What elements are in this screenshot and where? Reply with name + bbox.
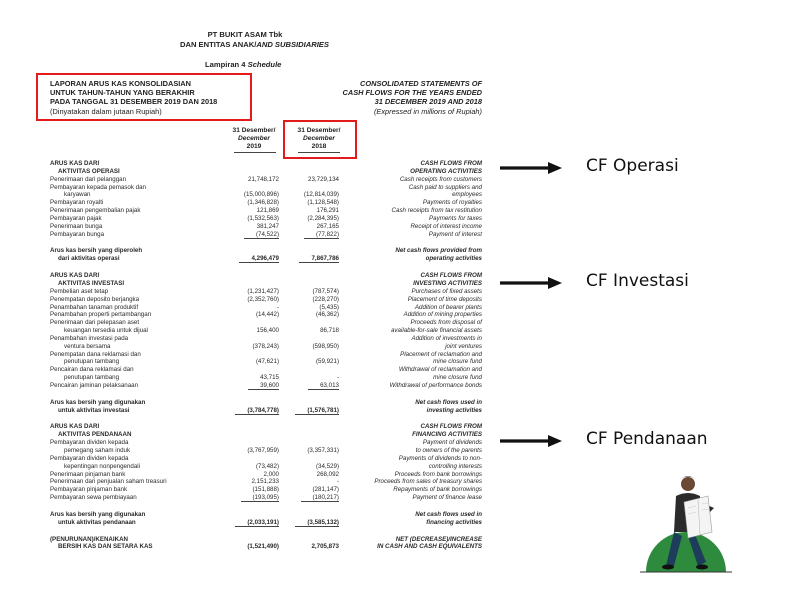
table-row: [50, 288, 482, 296]
table-cell: (1,521,490): [247, 543, 279, 551]
table-cell: [279, 423, 339, 431]
table-cell: [222, 168, 279, 176]
table-cell: 267,165: [316, 222, 339, 230]
table-row: [50, 455, 482, 463]
table-cell: [222, 423, 279, 431]
table-row: [50, 255, 482, 263]
table-row: [50, 431, 482, 439]
table-cell: [279, 160, 339, 168]
table-row: [50, 511, 482, 519]
table-cell: 7,867,786: [279, 255, 339, 263]
table-cell: 268,092: [316, 470, 339, 478]
table-cell: [279, 247, 339, 255]
table-cell: [50, 390, 222, 399]
highlight-box-2018: [283, 120, 357, 159]
table-cell: BERSIH KAS DAN SETARA KAS: [58, 543, 153, 551]
table-cell: Penerimaan dari pelanggan: [50, 175, 127, 183]
table-cell: investing activities: [426, 406, 482, 414]
table-cell: [222, 511, 279, 519]
table-cell: Net cash flows used in: [415, 398, 482, 406]
table-cell: Penerimaan pinjaman bank: [50, 470, 126, 478]
table-cell: (73,482): [255, 462, 279, 470]
table-cell: 86,718: [320, 327, 339, 335]
table-cell: [279, 511, 339, 519]
table-cell: [279, 536, 339, 544]
schedule-label: Lampiran 4 Schedule: [205, 60, 282, 69]
table-cell: (1,576,781): [279, 407, 339, 415]
column-header-2019: 31 Desember/ December 2019: [232, 127, 276, 150]
table-cell: (193,095): [222, 494, 279, 502]
table-cell: [222, 335, 279, 343]
table-row: [50, 272, 482, 280]
table-cell: Penerimaan dari pelepasan aset: [50, 319, 140, 327]
table-cell: (1,346,828): [247, 199, 279, 207]
table-row: [50, 304, 482, 312]
table-cell: controlling interests: [428, 462, 482, 470]
table-cell: (2,352,760): [247, 295, 279, 303]
table-cell: FINANCING ACTIVITIES: [412, 431, 482, 439]
table-row: [50, 296, 482, 304]
table-spacer-row: [50, 390, 482, 399]
table-cell: Pembayaran dividen kepada: [50, 439, 129, 447]
label-cf-operasi: CF Operasi: [586, 156, 679, 176]
table-cell: CASH FLOWS FROM: [420, 272, 482, 280]
table-row: [50, 247, 482, 255]
table-cell: (74,522): [222, 231, 279, 239]
table-cell: Pembayaran dividen kepada: [50, 454, 129, 462]
table-cell: Cash receipts from tax restitution: [391, 207, 482, 215]
table-cell: [279, 439, 339, 447]
table-cell: [279, 272, 339, 280]
table-cell: [222, 399, 279, 407]
table-row: [50, 407, 482, 415]
table-cell: (3,767,959): [247, 447, 279, 454]
table-cell: to owners of the parents: [415, 447, 482, 454]
table-cell: (3,784,778): [222, 407, 279, 415]
table-cell: INVESTING ACTIVITIES: [413, 279, 482, 287]
table-cell: 2,151,233: [251, 478, 279, 486]
table-cell: (77,822): [279, 231, 339, 239]
table-row: [50, 199, 482, 207]
table-cell: [339, 414, 482, 423]
table-cell: Receipt of interest income: [410, 222, 482, 230]
table-cell: Penambahan properti pertambangan: [50, 311, 152, 319]
table-cell: 39,600: [222, 382, 279, 390]
table-cell: [222, 319, 279, 327]
table-cell: (59,921): [315, 358, 339, 366]
table-cell: Net cash flows used in: [415, 510, 482, 518]
table-cell: (46,362): [315, 311, 339, 319]
statement-title-id: LAPORAN ARUS KAS KONSOLIDASIAN UNTUK TAHUN-TAHUN YANG BERAKHIR PADA TANGGAL 31 DESEMBER 2019 DAN 2018 (Dinyatakan dalam jutaan Rupiah): [50, 79, 218, 116]
table-cell: [222, 390, 279, 399]
table-cell: [222, 247, 279, 255]
table-cell: 121,869: [256, 207, 279, 215]
table-cell: 63,013: [279, 382, 339, 390]
table-cell: operating activities: [425, 255, 482, 263]
table-cell: 176,291: [316, 207, 339, 215]
table-cell: (2,033,191): [222, 519, 279, 527]
table-row: [50, 231, 482, 239]
table-cell: Addition of mining properties: [403, 311, 482, 319]
table-cell: Penambahan tanaman produktif: [50, 303, 139, 311]
table-cell: Addition of investments in: [411, 334, 482, 342]
table-cell: (787,574): [312, 287, 339, 295]
table-cell: Pembayaran kepada pemasok dan: [50, 183, 146, 191]
table-cell: [279, 455, 339, 463]
table-cell: Arus kas bersih yang diperoleh: [50, 247, 143, 255]
table-cell: [50, 502, 222, 511]
table-cell: [222, 238, 279, 247]
table-cell: Pembelian aset tetap: [50, 287, 109, 295]
table-cell: kepentingan nonpengendali: [64, 462, 141, 470]
table-cell: 156,400: [256, 327, 279, 335]
table-cell: [222, 351, 279, 359]
table-cell: (1,532,563): [247, 214, 279, 222]
table-row: [50, 463, 482, 471]
table-cell: -: [276, 303, 279, 311]
table-cell: (14,442): [255, 311, 279, 319]
table-cell: Proceeds from sales of treasury shares: [374, 478, 482, 486]
table-cell: Cash receipts from customers: [399, 175, 482, 183]
table-cell: dari aktivitas operasi: [58, 255, 120, 263]
table-cell: Pembayaran pajak: [50, 214, 102, 222]
table-cell: ARUS KAS DARI: [50, 423, 100, 431]
table-row: [50, 519, 482, 527]
table-cell: (34,529): [315, 462, 339, 470]
table-row: [50, 160, 482, 168]
table-row: [50, 223, 482, 231]
table-row: [50, 280, 482, 288]
table-row: [50, 191, 482, 199]
table-cell: pemegang saham induk: [64, 447, 131, 454]
table-cell: Arus kas bersih yang digunakan: [50, 398, 146, 406]
table-cell: (1,128,548): [307, 199, 339, 207]
table-cell: penutupan tambang: [64, 374, 120, 382]
table-cell: [222, 431, 279, 439]
table-cell: AKTIVITAS OPERASI: [58, 167, 120, 175]
table-cell: (378,243): [252, 342, 279, 350]
table-row: [50, 536, 482, 544]
table-cell: [279, 414, 339, 423]
table-row: [50, 358, 482, 366]
table-cell: [279, 351, 339, 359]
table-row: [50, 471, 482, 479]
table-cell: keuangan tersedia untuk dijual: [64, 327, 148, 335]
table-cell: Payment of interest: [428, 230, 482, 238]
table-cell: [50, 527, 222, 536]
table-cell: Pencairan dana reklamasi dan: [50, 366, 134, 374]
highlight-box-title: [36, 73, 252, 121]
table-row: [50, 319, 482, 327]
table-cell: [279, 366, 339, 374]
table-row: [50, 184, 482, 192]
table-cell: Withdrawal of reclamation and: [398, 366, 482, 374]
table-cell: [279, 280, 339, 288]
table-cell: ventura bersama: [64, 342, 111, 350]
table-cell: (228,270): [312, 295, 339, 303]
table-cell: [222, 455, 279, 463]
table-cell: Pencairan jaminan pelaksanaan: [50, 381, 139, 389]
table-cell: -: [336, 478, 339, 486]
table-cell: [222, 280, 279, 288]
table-cell: (15,000,896): [243, 191, 279, 199]
table-spacer-row: [50, 238, 482, 247]
table-cell: [222, 366, 279, 374]
table-cell: untuk aktivitas investasi: [58, 406, 130, 414]
table-cell: Penerimaan pengembalian pajak: [50, 207, 141, 215]
table-cell: [50, 263, 222, 272]
table-cell: Pembayaran pinjaman bank: [50, 486, 128, 494]
table-cell: [339, 263, 482, 272]
table-cell: -: [336, 374, 339, 382]
table-cell: [222, 502, 279, 511]
table-cell: (5,435): [319, 303, 339, 311]
table-cell: [279, 527, 339, 536]
table-cell: Proceeds from bank borrowings: [394, 470, 482, 478]
table-cell: karyawan: [64, 191, 91, 199]
table-cell: (PENURUNAN)/KENAIKAN: [50, 535, 129, 543]
table-cell: 2,705,873: [311, 543, 339, 551]
table-cell: Payments of dividends to non-: [398, 454, 482, 462]
table-cell: [50, 238, 222, 247]
table-row: [50, 335, 482, 343]
table-cell: Purchases of fixed assets: [411, 287, 482, 295]
table-cell: available-for-sale financial assets: [390, 327, 482, 335]
table-cell: Pembayaran bunga: [50, 230, 105, 238]
table-cell: [279, 263, 339, 272]
table-cell: penutupan tambang: [64, 358, 120, 366]
person-reading-illustration: [636, 470, 736, 575]
table-row: [50, 382, 482, 390]
table-cell: Penerimaan bunga: [50, 222, 103, 230]
table-row: [50, 439, 482, 447]
table-cell: Penerimaan dari penjualan saham treasuri: [50, 478, 167, 486]
table-row: [50, 543, 482, 551]
table-cell: employees: [452, 191, 482, 199]
table-cell: [222, 414, 279, 423]
label-cf-investasi: CF Investasi: [586, 271, 689, 291]
table-cell: Arus kas bersih yang digunakan: [50, 510, 146, 518]
table-cell: financing activities: [426, 518, 482, 526]
table-cell: Payments of royalties: [422, 199, 482, 207]
table-cell: 2,000: [263, 470, 279, 478]
table-cell: (598,950): [312, 342, 339, 350]
table-cell: ARUS KAS DARI: [50, 272, 100, 280]
table-cell: [279, 238, 339, 247]
table-row: [50, 311, 482, 319]
table-cell: Addition of bearer plants: [414, 303, 482, 311]
table-cell: (12,814,039): [303, 191, 339, 199]
table-cell: (151,888): [252, 486, 279, 494]
table-cell: [222, 272, 279, 280]
table-cell: [222, 263, 279, 272]
table-cell: (47,621): [255, 358, 279, 366]
table-cell: [222, 184, 279, 192]
table-cell: [339, 502, 482, 511]
arrow-right-icon: [500, 161, 562, 175]
table-cell: joint ventures: [445, 342, 482, 350]
table-cell: (3,357,331): [307, 447, 339, 454]
table-cell: Payments for taxes: [429, 214, 482, 222]
table-spacer-row: [50, 527, 482, 536]
table-cell: 21,748,172: [248, 175, 279, 183]
table-cell: ARUS KAS DARI: [50, 160, 100, 167]
table-cell: Payment of dividends: [422, 439, 482, 447]
table-cell: Payment of finance lease: [412, 494, 482, 502]
table-row: [50, 207, 482, 215]
table-cell: [339, 527, 482, 536]
table-cell: Penambahan investasi pada: [50, 334, 129, 342]
table-cell: Repayments of bank borrowings: [393, 486, 482, 494]
company-header: [180, 30, 329, 50]
table-cell: [50, 414, 222, 423]
table-row: [50, 374, 482, 382]
table-cell: AKTIVITAS PENDANAAN: [58, 431, 132, 439]
table-cell: OPERATING ACTIVITIES: [410, 167, 482, 175]
table-cell: Cash paid to suppliers and: [408, 183, 482, 191]
table-cell: Net cash flows provided from: [395, 247, 482, 255]
table-row: [50, 494, 482, 502]
table-cell: Pembayaran sewa pembiayaan: [50, 494, 137, 502]
table-cell: IN CASH AND CASH EQUIVALENTS: [377, 543, 482, 551]
table-cell: 381,247: [256, 222, 279, 230]
statement-title-en: CONSOLIDATED STATEMENTS OF CASH FLOWS FOR THE YEARS ENDED 31 DECEMBER 2019 AND 2018 (Expressed in millions of Rupiah): [342, 79, 482, 116]
table-cell: (2,284,395): [307, 214, 339, 222]
table-row: [50, 351, 482, 359]
arrow-right-icon: [500, 276, 562, 290]
table-row: [50, 366, 482, 374]
table-cell: [279, 431, 339, 439]
table-cell: Placement of time deposits: [407, 295, 482, 303]
table-row: [50, 447, 482, 455]
table-row: [50, 478, 482, 486]
table-cell: [222, 527, 279, 536]
table-cell: [222, 439, 279, 447]
table-row: [50, 176, 482, 184]
table-cell: (180,217): [279, 494, 339, 502]
table-row: [50, 399, 482, 407]
company-subsidiaries: DAN ENTITAS ANAK/AND SUBSIDIARIES: [180, 40, 329, 49]
table-cell: CASH FLOWS FROM: [420, 160, 482, 167]
table-cell: NET (DECREASE)/INCREASE: [395, 535, 482, 543]
table-row: [50, 423, 482, 431]
table-cell: [222, 536, 279, 544]
company-name: PT BUKIT ASAM Tbk: [207, 30, 283, 39]
label-cf-pendanaan: CF Pendanaan: [586, 429, 708, 449]
table-cell: untuk aktivitas pendanaan: [58, 518, 136, 526]
table-cell: 4,296,479: [222, 255, 279, 263]
table-cell: [279, 335, 339, 343]
table-row: [50, 327, 482, 335]
table-cell: (3,585,132): [279, 519, 339, 527]
table-spacer-row: [50, 263, 482, 272]
table-row: [50, 343, 482, 351]
table-cell: Withdrawal of performance bonds: [389, 381, 482, 389]
table-cell: Pembayaran royalti: [50, 199, 104, 207]
table-cell: Penempatan dana reklamasi dan: [50, 350, 141, 358]
table-spacer-row: [50, 414, 482, 423]
table-cell: mine closure fund: [433, 358, 482, 366]
table-cell: CASH FLOWS FROM: [420, 423, 482, 431]
table-cell: (1,231,427): [247, 287, 279, 295]
table-row: [50, 486, 482, 494]
table-cell: 43,715: [260, 374, 279, 382]
table-cell: Placement of reclamation and: [400, 350, 482, 358]
table-cell: [339, 238, 482, 247]
table-cell: Penempatan deposito berjangka: [50, 295, 140, 303]
arrow-right-icon: [500, 434, 562, 448]
column-header-2018: 31 Desember/ December 2018: [297, 127, 341, 150]
table-cell: [339, 390, 482, 399]
table-row: [50, 168, 482, 176]
table-cell: AKTIVITAS INVESTASI: [58, 279, 125, 287]
table-cell: Proceeds from disposal of: [410, 319, 482, 327]
table-cell: 23,729,134: [308, 175, 339, 183]
cash-flow-table: [50, 160, 482, 551]
table-cell: (281,147): [312, 486, 339, 494]
table-cell: [279, 502, 339, 511]
table-cell: [279, 399, 339, 407]
table-row: [50, 215, 482, 223]
table-cell: mine closure fund: [433, 374, 482, 382]
table-cell: [279, 390, 339, 399]
table-cell: [279, 184, 339, 192]
table-cell: [222, 160, 279, 168]
table-cell: [279, 168, 339, 176]
table-cell: [279, 319, 339, 327]
table-spacer-row: [50, 502, 482, 511]
